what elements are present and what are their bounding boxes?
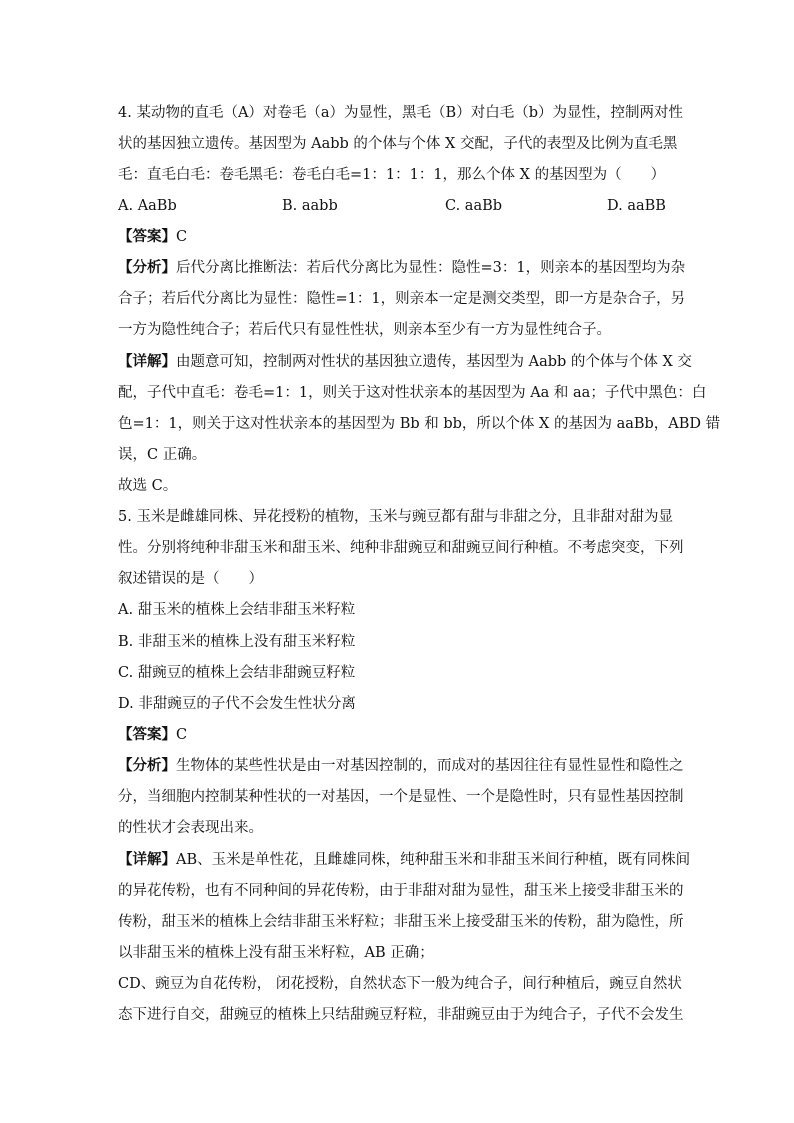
q5-detail-text-1: AB、玉米是单性花，且雌雄同株，纯种甜玉米和非甜玉米间行种植，既有同株间: [176, 852, 691, 868]
q5-detail-tag: 【详解】: [118, 851, 176, 868]
q5-stem-line-3: 叙述错误的是（ ）: [118, 571, 263, 587]
q4-stem-line-2: 状的基因独立遗传。基因型为 Aabb 的个体与个体 X 交配，子代的表型及比例为直毛黑: [118, 136, 678, 152]
q4-option-d: D. aaBB: [607, 198, 666, 214]
q5-stem-line-2: 性。分别将纯种非甜玉米和甜玉米、纯种非甜豌豆和甜豌豆间行种植。不考虑突变，下列: [118, 540, 684, 556]
q5-option-b: B. 非甜玉米的植株上没有甜玉米籽粒: [118, 634, 356, 650]
q4-analysis-line-2: 合子；若后代分离比为显性：隐性=1：1，则亲本一定是测交类型，即一方是杂合子，另: [118, 291, 686, 307]
q4-detail-line-2: 配，子代中直毛：卷毛=1：1，则关于这对性状亲本的基因型为 Aa 和 aa；子代中黑色：白: [118, 385, 707, 401]
q5-option-a: A. 甜玉米的植株上会结非甜玉米籽粒: [118, 602, 356, 618]
q4-answer-tag: 【答案】: [118, 228, 176, 245]
q5-detail-line-2: 的异花传粉，也有不同种间的异花传粉，由于非甜对甜为显性，甜玉米上接受非甜玉米的: [118, 883, 684, 899]
q4-conclusion: 故选 C。: [118, 478, 178, 494]
q4-stem-line-1: 4. 某动物的直毛（A）对卷毛（a）为显性，黑毛（B）对白毛（b）为显性，控制两对性: [118, 105, 683, 121]
q4-detail-text-1: 由题意可知，控制两对性状的基因独立遗传，基因型为 Aabb 的个体与个体 X 交: [176, 354, 692, 370]
q5-answer-line: [118, 725, 678, 745]
q5-detail-line-3: 传粉，甜玉米的植株上会结非甜玉米籽粒；非甜玉米上接受甜玉米的传粉，甜为隐性，所: [118, 914, 684, 930]
q5-analysis-line-2: 分，当细胞内控制某种性状的一对基因，一个是显性、一个是隐性时，只有显性基因控制: [118, 789, 684, 805]
q5-answer: C: [176, 727, 188, 743]
q4-option-a: A. AaBb: [118, 198, 177, 214]
q5-detail-line-4: 以非甜玉米的植株上没有甜玉米籽粒，AB 正确；: [118, 945, 434, 961]
q4-answer-line: [118, 227, 678, 247]
q5-detail-line-5: CD、豌豆为自花传粉， 闭花授粉，自然状态下一般为纯合子，间行种植后，豌豆自然状: [118, 976, 682, 992]
q5-detail-line-1: [118, 850, 691, 870]
q4-option-b: B. aabb: [282, 198, 338, 214]
q4-analysis-line-3: 一方为隐性纯合子；若后代只有显性性状，则亲本至少有一方为显性纯合子。: [118, 322, 611, 338]
q5-option-d: D. 非甜豌豆的子代不会发生性状分离: [118, 696, 356, 712]
q4-answer: C: [176, 229, 188, 245]
q4-options: [118, 196, 678, 216]
q4-stem-line-3: 毛：直毛白毛：卷毛黑毛：卷毛白毛=1：1：1：1，那么个体 X 的基因型为（ ）: [118, 167, 666, 183]
q4-analysis-line-1: [118, 258, 686, 278]
q5-stem-line-1: 5. 玉米是雌雄同株、异花授粉的植物，玉米与豌豆都有甜与非甜之分，且非甜对甜为显: [118, 509, 673, 525]
q4-detail-tag: 【详解】: [118, 353, 176, 370]
q5-option-c: C. 甜豌豆的植株上会结非甜豌豆籽粒: [118, 665, 356, 681]
q5-analysis-tag: 【分析】: [118, 757, 176, 774]
q4-analysis-tag: 【分析】: [118, 259, 176, 276]
q5-analysis-line-3: 的性状才会表现出来。: [118, 820, 263, 836]
q5-detail-line-6: 态下进行自交，甜豌豆的植株上只结甜豌豆籽粒，非甜豌豆由于为纯合子，子代不会发生: [118, 1007, 684, 1023]
q4-analysis-text-1: 后代分离比推断法：若后代分离比为显性：隐性=3：1，则亲本的基因型均为杂: [176, 260, 686, 276]
q5-analysis-text-1: 生物体的某些性状是由一对基因控制的，而成对的基因往往有显性显性和隐性之: [176, 758, 684, 774]
q4-detail-line-3: 色=1：1，则关于这对性状亲本的基因型为 Bb 和 bb，所以个体 X 的基因为 aaBb，ABD 错: [118, 416, 721, 432]
q4-detail-line-4: 误，C 正确。: [118, 447, 207, 463]
q4-detail-line-1: [118, 352, 692, 372]
q4-option-c: C. aaBb: [445, 198, 503, 214]
q5-answer-tag: 【答案】: [118, 726, 176, 743]
q5-analysis-line-1: [118, 756, 684, 776]
